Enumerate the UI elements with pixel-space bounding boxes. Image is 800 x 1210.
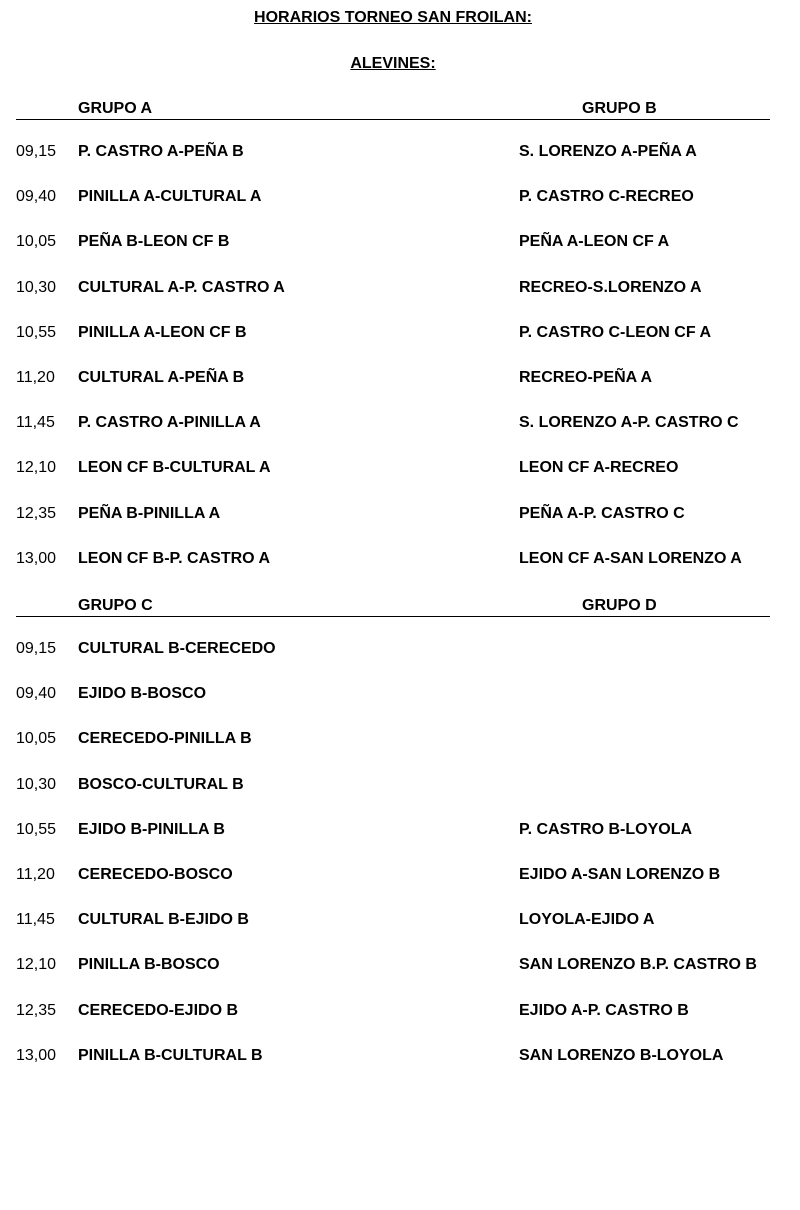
group-c-match: CERECEDO-EJIDO B	[78, 1001, 239, 1019]
match-time: 09,15	[16, 143, 57, 160]
group-c-match: CERECEDO-BOSCO	[78, 865, 233, 883]
match-time: 12,35	[16, 504, 57, 522]
match-row	[0, 365, 800, 410]
match-row	[0, 636, 800, 681]
match-time: 12,35	[16, 1001, 57, 1019]
match-row	[0, 410, 800, 455]
group-c-match: EJIDO B-BOSCO	[78, 685, 207, 703]
group-a-match: LEON CF B-P. CASTRO A	[78, 549, 271, 567]
match-time: 11,20	[16, 865, 55, 883]
match-time: 10,55	[16, 323, 57, 341]
schedule-section-ab	[0, 99, 800, 591]
group-a-match: PINILLA A-LEON CF B	[78, 323, 247, 341]
group-d-match: LOYOLA-EJIDO A	[519, 911, 655, 929]
match-row	[0, 275, 800, 320]
match-time: 09,40	[16, 685, 57, 703]
group-a-match: CULTURAL A-PEÑA B	[78, 368, 245, 386]
match-time: 10,05	[16, 233, 57, 251]
group-a-match: PEÑA B-LEON CF B	[78, 233, 230, 251]
group-b-match: LEON CF A-SAN LORENZO A	[519, 549, 742, 567]
match-row	[0, 501, 800, 546]
match-time: 11,20	[16, 368, 55, 386]
match-time: 11,45	[16, 911, 55, 929]
group-b-label: GRUPO B	[582, 100, 657, 117]
category-title: ALEVINES:	[350, 55, 436, 72]
group-c-match: CULTURAL B-CERECEDO	[78, 640, 276, 657]
group-a-match: CULTURAL A-P. CASTRO A	[78, 278, 285, 296]
match-row	[0, 862, 800, 907]
group-a-match: P. CASTRO A-PEÑA B	[78, 143, 244, 160]
match-row	[0, 546, 800, 591]
match-row	[0, 772, 800, 817]
group-b-match: PEÑA A-P. CASTRO C	[519, 504, 685, 522]
document-title: HORARIOS TORNEO SAN FROILAN:	[254, 9, 532, 26]
match-list	[0, 139, 800, 591]
group-a-match: PINILLA A-CULTURAL A	[78, 188, 262, 206]
group-a-label: GRUPO A	[78, 100, 153, 117]
group-c-match: PINILLA B-CULTURAL B	[78, 1046, 263, 1064]
group-c-match: EJIDO B-PINILLA B	[78, 820, 225, 838]
match-row	[0, 229, 800, 274]
match-row	[0, 320, 800, 365]
group-c-match: PINILLA B-BOSCO	[78, 956, 220, 974]
match-time: 11,45	[16, 414, 55, 432]
group-d-match: EJIDO A-SAN LORENZO B	[519, 865, 721, 883]
group-b-match: P. CASTRO C-RECREO	[519, 188, 694, 206]
match-time: 09,15	[16, 640, 57, 657]
group-d-match: SAN LORENZO B-LOYOLA	[519, 1046, 724, 1064]
match-row	[0, 998, 800, 1043]
match-row	[0, 817, 800, 862]
group-d-match: SAN LORENZO B.P. CASTRO B	[519, 956, 757, 974]
match-time: 12,10	[16, 459, 57, 477]
match-row	[0, 139, 800, 184]
header-divider	[16, 616, 770, 617]
match-time: 13,00	[16, 549, 57, 567]
group-a-match: LEON CF B-CULTURAL A	[78, 459, 271, 477]
group-header	[0, 596, 800, 622]
schedule-section-cd	[0, 596, 800, 1088]
group-a-match: P. CASTRO A-PINILLA A	[78, 414, 261, 432]
match-time: 12,10	[16, 956, 57, 974]
group-d-match: EJIDO A-P. CASTRO B	[519, 1001, 689, 1019]
group-b-match: RECREO-S.LORENZO A	[519, 278, 702, 296]
group-b-match: S. LORENZO A-P. CASTRO C	[519, 414, 739, 432]
group-a-match: PEÑA B-PINILLA A	[78, 504, 221, 522]
group-header	[0, 99, 800, 125]
match-row	[0, 907, 800, 952]
group-c-match: CERECEDO-PINILLA B	[78, 730, 252, 748]
match-time: 10,05	[16, 730, 57, 748]
group-c-match: CULTURAL B-EJIDO B	[78, 911, 249, 929]
match-time: 10,55	[16, 820, 57, 838]
group-b-match: PEÑA A-LEON CF A	[519, 233, 670, 251]
header-divider	[16, 119, 770, 120]
group-d-match: P. CASTRO B-LOYOLA	[519, 820, 693, 838]
match-row	[0, 952, 800, 997]
match-list	[0, 636, 800, 1088]
group-d-label: GRUPO D	[582, 597, 657, 614]
match-row	[0, 455, 800, 500]
group-b-match: LEON CF A-RECREO	[519, 459, 679, 477]
group-b-match: P. CASTRO C-LEON CF A	[519, 323, 712, 341]
match-row	[0, 681, 800, 726]
match-time: 09,40	[16, 188, 57, 206]
group-b-match: RECREO-PEÑA A	[519, 368, 653, 386]
match-row	[0, 184, 800, 229]
match-time: 10,30	[16, 775, 57, 793]
match-time: 10,30	[16, 278, 57, 296]
group-c-match: BOSCO-CULTURAL B	[78, 775, 244, 793]
match-row	[0, 726, 800, 771]
group-b-match: S. LORENZO A-PEÑA A	[519, 143, 697, 160]
match-time: 13,00	[16, 1046, 57, 1064]
match-row	[0, 1043, 800, 1088]
group-c-label: GRUPO C	[78, 597, 153, 614]
